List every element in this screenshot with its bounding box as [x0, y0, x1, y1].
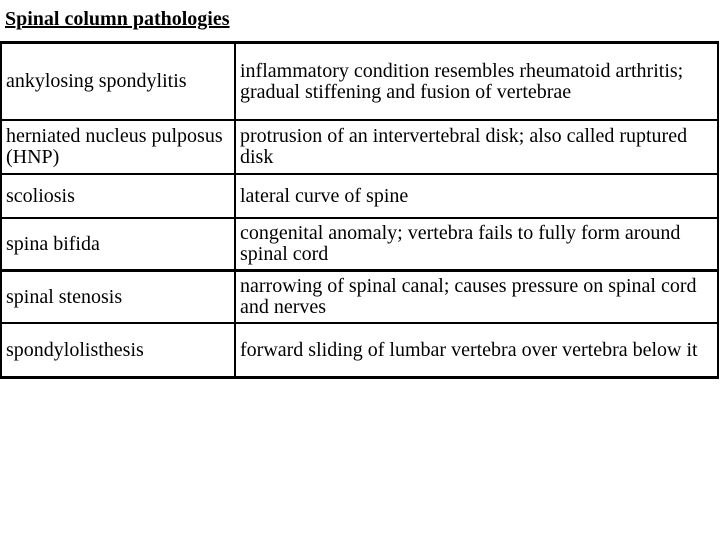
definition-cell: inflammatory condition resembles rheumatoid arthritis; gradual stiffening and fusion of vertebrae: [240, 59, 684, 103]
table-row: [2, 173, 717, 217]
term-cell: ankylosing spondylitis: [2, 44, 236, 119]
term-cell: herniated nucleus pulposus (HNP): [2, 121, 236, 173]
table-row: [2, 269, 717, 322]
definition-cell: lateral curve of spine: [240, 184, 409, 207]
definition-cell: forward sliding of lumbar vertebra over vertebra below it: [240, 338, 698, 361]
table-row: [2, 217, 717, 269]
term-cell: spinal stenosis: [2, 272, 236, 322]
table-row: [2, 44, 717, 119]
definition-cell: protrusion of an intervertebral disk; also called ruptured disk: [240, 125, 688, 168]
term-cell: spondylolisthesis: [2, 324, 236, 376]
table-row: [2, 119, 717, 173]
table-row: [2, 322, 717, 376]
definition-cell: narrowing of spinal canal; causes pressure on spinal cord and nerves: [240, 275, 697, 318]
pathologies-table: [0, 41, 719, 379]
page-title: Spinal column pathologies: [5, 8, 230, 30]
term-cell: scoliosis: [2, 175, 236, 217]
definition-cell: congenital anomaly; vertebra fails to fully form around spinal cord: [240, 222, 681, 265]
term-cell: spina bifida: [2, 219, 236, 269]
